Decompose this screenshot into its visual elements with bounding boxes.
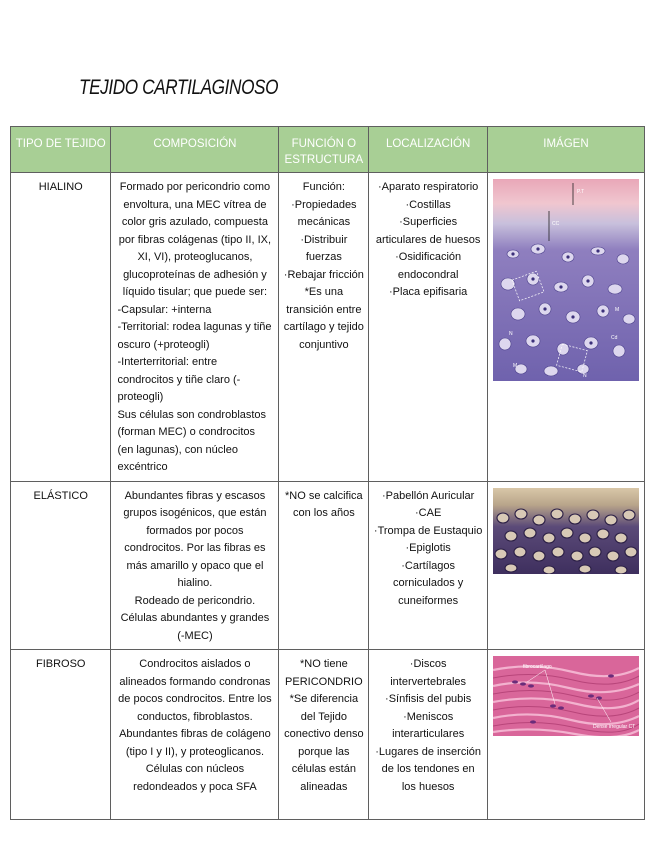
localizacion-item: ·Placa epifisaria <box>389 286 468 298</box>
header-tipo: TIPO DE TEJIDO <box>11 127 111 173</box>
image-label: M <box>614 307 620 313</box>
composicion-text: Abundantes fibras y escasos grupos isogénicos, que están formados por pocos condrocitos. Por las fibras es más amarillo y opaco que el hialino. <box>123 489 267 589</box>
funcion-item: Función: <box>302 181 345 193</box>
image-label: M <box>512 363 518 369</box>
funcion-item: *NO se calcifica con los años <box>285 489 363 519</box>
composicion-text: Células abundantes y grandes (-MEC) <box>120 612 270 642</box>
localizacion-item: ·Pabellón Auricular <box>381 489 475 502</box>
funcion-item: *Se diferencia del Tejido conectivo denso porque las células están alineadas <box>284 693 364 793</box>
composicion-item: -Territorial: rodea lagunas y tiñe oscuro (+proteogli) <box>117 321 272 351</box>
localizacion-item: ·Cartílagos corniculados y cuneiformes <box>392 559 464 607</box>
header-localizacion: LOCALIZACIÓN <box>369 127 488 173</box>
fibrocartilage-micrograph <box>493 656 639 736</box>
funcion-item: ·Distribuir fuerzas <box>300 233 348 263</box>
table-row <box>11 481 645 650</box>
image-label: N <box>582 373 587 379</box>
cartilage-table <box>10 126 645 820</box>
header-row <box>11 127 645 173</box>
localizacion-item: ·Trompa de Eustaquio <box>373 524 483 537</box>
header-funcion: FUNCIÓN O ESTRUCTURA <box>279 127 369 173</box>
composicion-item: -Interterritorial: entre condrocitos y tiñe claro (-proteogli) <box>117 356 241 403</box>
image-label: fibrocartilago <box>522 664 552 670</box>
funcion-item: *Es una transición entre cartílago y tejido conjuntivo <box>283 286 364 351</box>
localizacion-item: ·Aparato respiratorio <box>378 181 479 193</box>
composicion-text: Condrocitos aislados o alineados formando condronas de pocos condrocitos. Entre los conductos, fibroblastos. Abundantes fibras de colágeno (tipo I y II), y proteoglicanos. <box>118 658 272 758</box>
funcion-item: *NO tiene PERICONDRIO <box>285 658 363 688</box>
composicion-text: Rodeado de pericondrio. <box>134 594 256 607</box>
composicion-item: Sus células son condroblastos (forman MEC) o condrocitos (en lagunas), con núcleo excéntrico <box>117 408 267 473</box>
image-label: P.T <box>576 189 585 195</box>
localizacion-item: ·Discos intervertebrales <box>390 658 467 688</box>
header-composicion: COMPOSICIÓN <box>111 127 279 173</box>
composicion-cell <box>111 650 279 820</box>
localizacion-cell <box>369 173 488 482</box>
localizacion-item: ·Meniscos interarticulares <box>392 710 465 740</box>
elastic-cartilage-micrograph <box>493 488 639 574</box>
imagen-cell <box>487 481 644 650</box>
localizacion-item: ·Costillas <box>405 198 451 211</box>
composicion-cell <box>111 173 279 482</box>
table-row <box>11 173 645 482</box>
localizacion-cell <box>369 650 488 820</box>
localizacion-item: ·Lugares de inserción de los tendones en los huesos <box>375 745 482 793</box>
hyaline-cartilage-micrograph <box>493 179 639 381</box>
table-row <box>11 650 645 820</box>
imagen-cell <box>487 650 644 820</box>
funcion-cell <box>279 481 369 650</box>
localizacion-cell <box>369 481 488 650</box>
tipo-cell: ELÁSTICO <box>11 481 111 650</box>
imagen-cell <box>487 173 644 482</box>
composicion-cell <box>111 481 279 650</box>
composicion-item: -Capsular: +interna <box>117 303 212 316</box>
tipo-cell: HIALINO <box>11 173 111 482</box>
funcion-item: ·Propiedades mecánicas <box>291 198 357 228</box>
image-label: N <box>508 331 513 337</box>
header-imagen: IMÁGEN <box>487 127 644 173</box>
localizacion-item: ·Superficies articulares de huesos <box>375 216 481 246</box>
tipo-cell: FIBROSO <box>11 650 111 820</box>
localizacion-item: ·Epiglotis <box>405 542 451 554</box>
localizacion-item: ·Osidificación endocondral <box>395 251 462 281</box>
funcion-cell <box>279 650 369 820</box>
image-label: CC <box>551 221 560 227</box>
localizacion-item: ·CAE <box>415 507 442 519</box>
localizacion-item: ·Sínfisis del pubis <box>385 693 472 705</box>
funcion-item: ·Rebajar fricción <box>283 268 364 281</box>
image-label: Dense irregular CT <box>592 724 636 730</box>
image-label: Cd <box>610 335 618 341</box>
page-title: TEJIDO CARTILAGINOSO <box>79 76 279 99</box>
composicion-text: Formado por pericondrio como envoltura, una MEC vítrea de color gris azulado, compuesta por fibras colágenas (tipo II, IX, XI, VI), proteoglucanos, glucoproteínas de adhesión y líquido tisular; que puede ser: <box>118 181 272 298</box>
composicion-text: Células con núcleos redondeados y poca SFA <box>133 763 257 793</box>
funcion-cell <box>279 173 369 482</box>
